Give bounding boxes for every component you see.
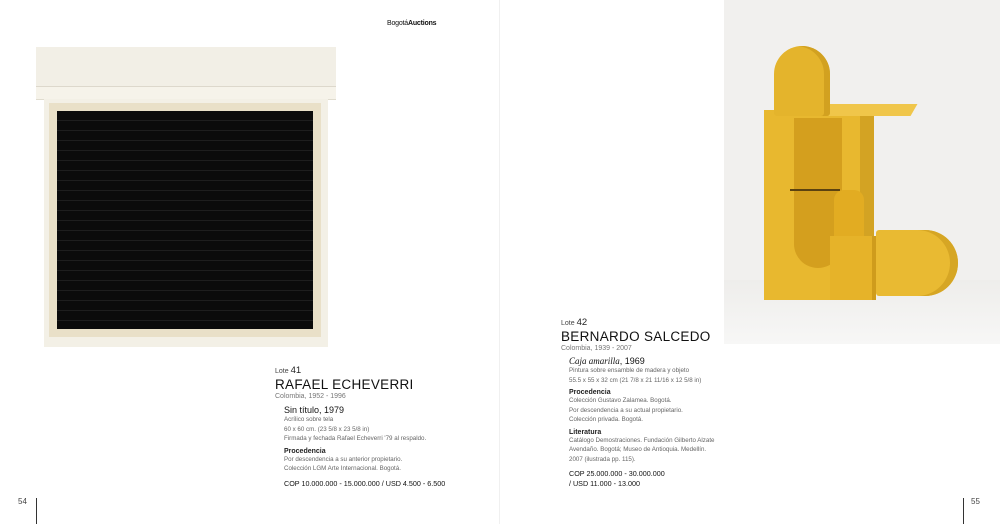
lot-41-header xyxy=(275,365,414,400)
artwork-title: Sin título, 1979 xyxy=(284,405,345,415)
literature-heading: Literatura xyxy=(569,428,602,436)
dimensions: 60 x 60 cm. (23 5/8 x 23 5/8 in) xyxy=(284,425,370,433)
artist-name: RAFAEL ECHEVERRI xyxy=(275,377,414,392)
page-number-left: 54 xyxy=(18,497,27,506)
lot-label: Lote xyxy=(561,320,575,327)
page-number-rule xyxy=(36,498,37,524)
lot-number: 41 xyxy=(290,365,302,376)
provenance-heading: Procedencia xyxy=(284,447,326,455)
artist-life: Colombia, 1952 - 1996 xyxy=(275,393,346,400)
artist-name: BERNARDO SALCEDO xyxy=(561,329,711,344)
dimensions: 55.5 x 55 x 32 cm (21 7/8 x 21 11/16 x 12 5/8 in) xyxy=(569,376,702,384)
signature-note: Firmada y fechada Rafael Echeverri '79 al respaldo. xyxy=(284,435,427,442)
price-estimate: COP 25.000.000 - 30.000.000 / USD 11.000 - 13.000 xyxy=(569,469,665,488)
provenance-heading: Procedencia xyxy=(569,389,611,396)
provenance-line: Colección Gustavo Zalamea. Bogotá. xyxy=(569,397,672,404)
book-spine xyxy=(499,0,500,524)
literature-line: 2007 (ilustrada pp. 115). xyxy=(569,455,636,463)
provenance-line: Colección privada. Bogotá. xyxy=(569,416,643,423)
medium: Pintura sobre ensamble de madera y objeto xyxy=(569,367,690,374)
auction-logo: BogotáAuctions xyxy=(387,20,437,27)
artwork-image-salcedo xyxy=(724,0,1000,344)
literature-line: Avendaño. Bogotá; Museo de Antioquia. Medellín. xyxy=(569,446,707,453)
lot-number: 42 xyxy=(576,317,588,328)
lot-42-details xyxy=(569,356,769,488)
artwork-title: Caja amarilla, 1969 xyxy=(569,356,645,366)
page-number-right: 55 xyxy=(971,497,980,506)
provenance-line: Colección LGM Arte Internacional. Bogotá. xyxy=(284,465,401,472)
price-estimate: COP 10.000.000 - 15.000.000 / USD 4.500 - 6.500 xyxy=(284,478,446,488)
artist-life: Colombia, 1939 - 2007 xyxy=(561,345,632,352)
medium: Acrílico sobre tela xyxy=(284,416,334,423)
artwork-image-echeverri xyxy=(36,47,336,347)
lot-41-details xyxy=(284,405,494,488)
lot-label: Lote xyxy=(275,368,289,375)
lot-42-header xyxy=(561,317,711,352)
page-number-rule xyxy=(963,498,964,524)
provenance-line: Por descendencia a su actual propietario. xyxy=(569,406,683,414)
provenance-line: Por descendencia a su anterior propietario. xyxy=(284,455,403,463)
literature-line: Catálogo Demostraciones. Fundación Gilberto Alzate xyxy=(569,436,715,444)
